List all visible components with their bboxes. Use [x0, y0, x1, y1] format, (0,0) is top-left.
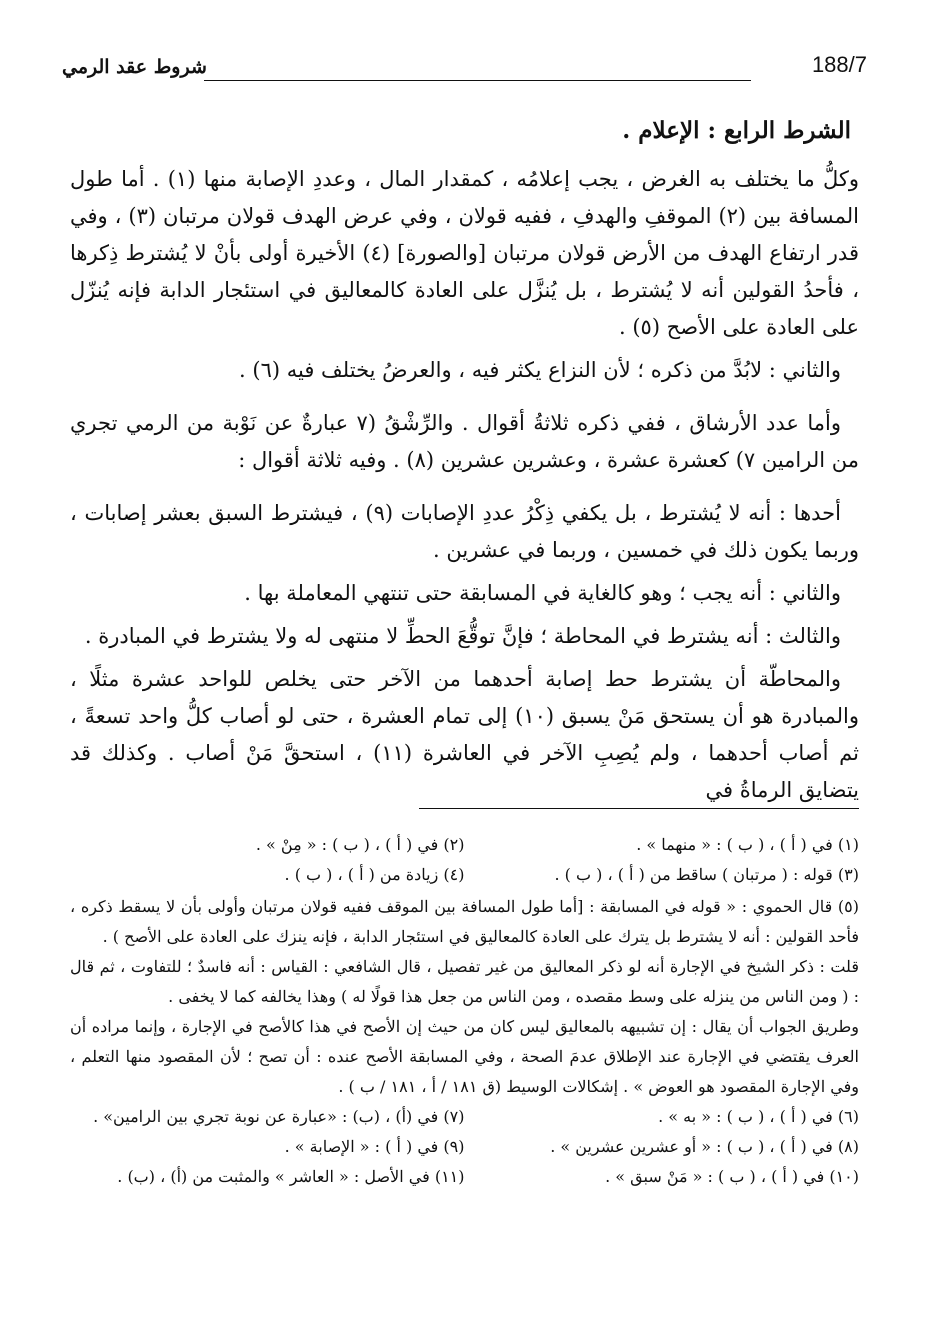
footnote-row [70, 860, 859, 890]
footnote-rule [419, 808, 859, 809]
footnote: (١١) في الأصل : « العاشر » والمثبت من (أ) ، (ب) . [117, 1167, 465, 1186]
footnote-text: وطريق الجواب أن يقال : إن تشبيهه بالمعاليق ليس كان من حيث إن الأصح في هذا كالأصح في الإجارة ، وإنما مراده أن العرف يقتضي في الإجارة عند الإطلاق عدمَ الصحة ، وفي المسابقة الأصح عنده : أن تصح ؛ لأن المقصود منها التعلم ، وفي الإجارة المقصود هو العوض » . إشكالات الوسيط (ق ١٨١ / أ ، ١٨١ / ب ) . [70, 1017, 859, 1096]
footnote: (٨) في ( أ ) ، ( ب ) : « أو عشرين عشرين » . [550, 1137, 859, 1156]
footnote-text: قلت : ذكر الشيخ في الإجارة أنه لو ذكر المعاليق من غير تفصيل ، قال الشافعي : القياس : أنه فاسدٌ ؛ للتفاوت ، ثم قال : ( ومن الناس من ينزله على وسط مقصده ، ومن الناس من جعل هذا قولًا له ) وهذا يخالفه كما لا يخفى . [70, 957, 859, 1006]
paragraph: والمحاطّة أن يشترط حط إصابة أحدهما من الآخر حتى يخلص للواحد عشرة مثلًا ، والمبادرة هو أن يستحق مَنْ يسبق (١٠) إلى تمام العشرة ، حتى لو أصاب كلُّ واحد تسعةً ، ثم أصاب أحدهما ، ولم يُصِبِ الآخر في العاشرة (١١) ، استحقَّ مَنْ أصاب . وكذلك قد يتضايق الرماةُ في [70, 667, 859, 802]
header-rule [204, 80, 751, 81]
footnote-row [70, 830, 859, 860]
footnote: (٦) في ( أ ) ، ( ب ) : « به » . [658, 1107, 859, 1126]
footnote-5 [70, 892, 859, 1102]
footnote: (٧) في (أ) ، (ب) : «عبارة عن نوبة تجري بين الرامين» . [93, 1107, 465, 1126]
running-title: شروط عقد الرمي [62, 56, 207, 78]
page-number: 188/7 [811, 52, 867, 77]
paragraph: وكلُّ ما يختلف به الغرض ، يجب إعلامُه ، كمقدار المال ، وعددِ الإصابة منها (١) . أما طول المسافة بين (٢) الموقفِ والهدفِ ، ففيه قولان ، وفي عرض الهدف قولان مرتبان (٣) ، وفي قدر ارتفاع الهدف من الأرض قولان مرتبان [والصورة] (٤) الأخيرة أولى بأنْ لا يُشترط ذِكرها ، فأحدُ القولين أنه لا يُشترط ، بل يُنزَّل على العادة كالمعاليق في استئجار الدابة فإنه يُنزّل على العادة على الأصح (٥) . [70, 167, 859, 339]
main-text [70, 112, 859, 815]
paragraph: وأما عدد الأرشاق ، ففي ذكره ثلاثةُ أقوال . والرِّشْقُ (٧ عبارةٌ عن نَوْبة من الرمي تجري من الرامين ٧) كعشرة عشرة ، وعشرين عشرين (٨) . وفيه ثلاثة أقوال : [70, 411, 859, 472]
footnote: (١٠) في ( أ ) ، ( ب ) : « مَنْ سبق » . [605, 1167, 859, 1186]
paragraph: والثاني : لابُدَّ من ذكره ؛ لأن النزاع يكثر فيه ، والعرضُ يختلف فيه (٦) . [239, 358, 841, 382]
footnote-row [70, 1162, 859, 1192]
footnote: (٣) قوله : ( مرتبان ) ساقط من ( أ ) ، ( ب ) . [554, 865, 859, 884]
footnote-text: (٥) قال الحموي : « قوله في المسابقة : [أما طول المسافة بين الموقف ففيه قولان مرتبان وأولى بأن لا يسقط ذكره ، فأحد القولين : أنه لا يشترط بل يترك على العادة كالمعاليق في استئجار الدابة ، فإنه ينزك على العادة على الأصح ) . [70, 897, 859, 946]
footnote: (٢) في ( أ ) ، ( ب ) : « مِنْ » . [255, 835, 465, 854]
page-header [62, 48, 867, 88]
paragraph: أحدها : أنه لا يُشترط ، بل يكفي ذِكْرُ عددِ الإصابات (٩) ، فيشترط السبق بعشر إصابات ، وربما يكون ذلك في خمسين ، وربما في عشرين . [70, 501, 859, 562]
footnote-row [70, 1132, 859, 1162]
footnote: (٩) في ( أ ) : « الإصابة » . [284, 1137, 465, 1156]
paragraph: والثالث : أنه يشترط في المحاطة ؛ فإنَّ توقُّعَ الحطِّ لا منتهى له ولا يشترط في المبادرة . [84, 624, 841, 648]
footnote: (١) في ( أ ) ، ( ب ) : « منهما » . [636, 835, 859, 854]
section-title: الشرط الرابع : الإعلام . [622, 117, 851, 144]
footnote-row [70, 1102, 859, 1132]
footnote: (٤) زيادة من ( أ ) ، ( ب ) . [284, 865, 465, 884]
paragraph: والثاني : أنه يجب ؛ وهو كالغاية في المسابقة حتى تنتهي المعاملة بها . [244, 581, 841, 605]
footnotes [70, 830, 859, 1192]
